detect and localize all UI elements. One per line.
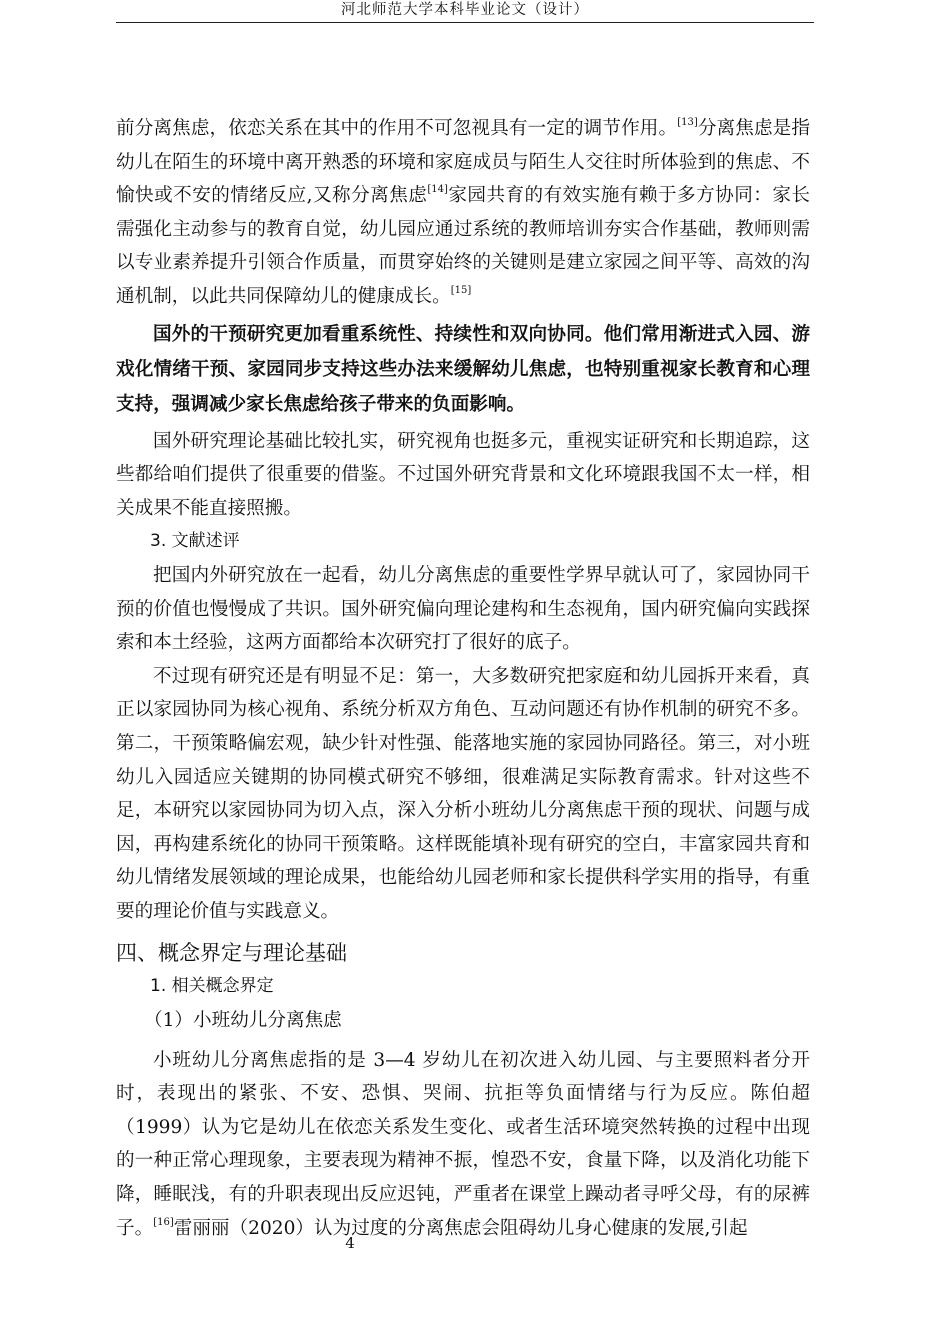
bold-paragraph: 国外的干预研究更加看重系统性、持续性和双向协同。他们常用渐进式入园、游戏化情绪干预、家园同步支持这些办法来缓解幼儿焦虑，也特别重视家长教育和心理支持，强调减少家长焦虑给孩子带来的负面影响。 (116, 323, 810, 415)
citation: [15] (450, 284, 472, 296)
subsection-heading: 1. 相关概念界定 (150, 976, 274, 997)
paragraph: 不过现有研究还是有明显不足：第一，大多数研究把家庭和幼儿园拆开来看，真正以家园协同为核心视角、系统分析双方角色、互动问题还有协作机制的研究不多。第二，干预策略偏宏观，缺少针对性强、能落地实施的家园协同路径。第三，对小班幼儿入园适应关键期的协同模式研究不够细，很难满足实际教育需求。针对这些不足，本研究以家园协同为切入点，深入分析小班幼儿分离焦虑干预的现状、问题与成因，再构建系统化的协同干预策略。这样既能填补现有研究的空白，丰富家园共育和幼儿情绪发展领域的理论成果，也能给幼儿园老师和家长提供科学实用的指导，有重要的理论价值与实践意义。 (116, 665, 810, 922)
header-title: 河北师范大学本科毕业论文（设计） (341, 2, 589, 18)
citation: [16] (153, 1216, 174, 1228)
page-body (116, 112, 810, 1245)
citation: [13] (677, 117, 698, 128)
subsection-heading: 3. 文献述评 (150, 531, 240, 552)
paragraph: 把国内外研究放在一起看，幼儿分离焦虑的重要性学界早就认可了，家园协同干预的价值也慢慢成了共识。国外研究偏向理论建构和生态视角，国内研究偏向实践探索和本土经验，这两方面都给本次研究打了很好的底子。 (116, 564, 810, 654)
section-heading: 四、概念界定与理论基础 (116, 941, 347, 966)
page-number: 4 (345, 1234, 355, 1252)
sub-subsection-heading: （1）小班幼儿分离焦虑 (144, 1010, 342, 1032)
paragraph: 小班幼儿分离焦虑指的是 3—4 岁幼儿在初次进入幼儿园、与主要照料者分开时，表现出的紧张、不安、恐惧、哭闹、抗拒等负面情绪与行为反应。陈伯超（1999）认为它是幼儿在依恋关系发生变化、或者生活环境突然转换的过程中出现的一种正常心理现象，主要表现为精神不振，惶恐不安，食量下降，以及消化功能下降，睡眠浅，有的升职表现出反应迟钝，严重者在课堂上躁动者寻呼父母，有的尿裤子。[16]雷丽丽（2020）认为过度的分离焦虑会阻碍幼儿身心健康的发展,引起 (116, 1049, 810, 1239)
citation: [14] (427, 184, 448, 196)
page-header (116, 0, 814, 23)
paragraph: 国外研究理论基础比较扎实，研究视角也挺多元，重视实证研究和长期追踪，这些都给咱们提供了很重要的借鉴。不过国外研究背景和文化环境跟我国不太一样，相关成果不能直接照搬。 (116, 430, 810, 519)
paragraph: 前分离焦虑，依恋关系在其中的作用不可忽视具有一定的调节作用。[13]分离焦虑是指幼儿在陌生的环境中离开熟悉的环境和家庭成员与陌生人交往时所体验到的焦虑、不愉快或不安的情绪反应,又称分离焦虑[14]家园共育的有效实施有赖于多方协同：家长需强化主动参与的教育自觉，幼儿园应通过系统的教师培训夯实合作基础，教师则需以专业素养提升引领合作质量，而贯穿始终的关键则是建立家园之间平等、高效的沟通机制，以此共同保障幼儿的健康成长。[15] (116, 117, 810, 307)
